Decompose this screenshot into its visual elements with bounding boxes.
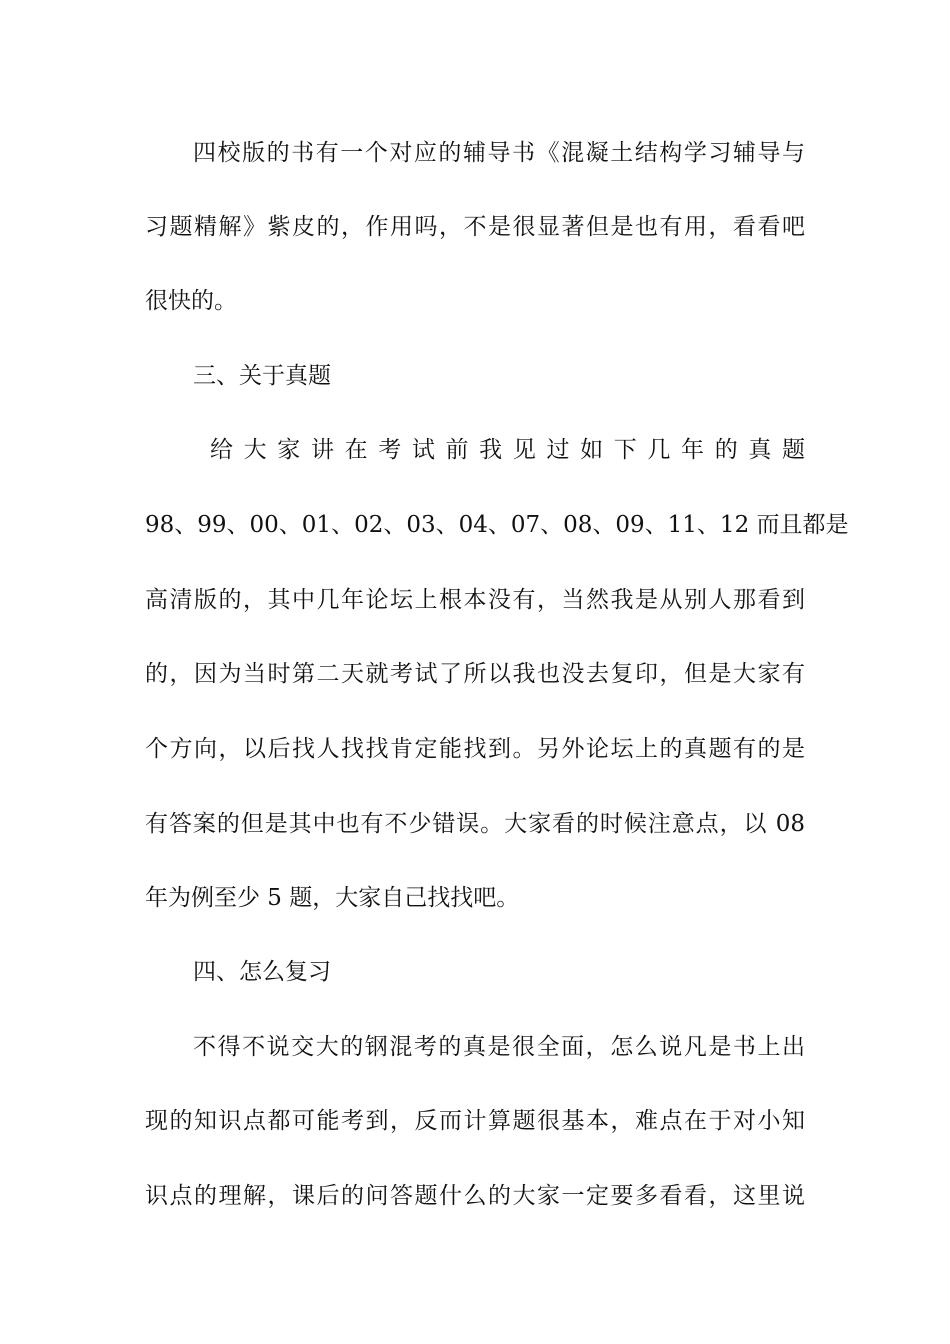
text-line-11: 年为例至少 5 题，大家自己找找吧。 bbox=[145, 885, 520, 911]
text-line-13: 不得不说交大的钢混考的真是很全面，怎么说凡是书上出 bbox=[193, 1034, 805, 1060]
text-line-9: 个方向，以后找人找找肯定能找到。另外论坛上的真题有的是 bbox=[145, 736, 805, 762]
section-heading-4: 四、怎么复习 bbox=[193, 959, 331, 985]
text-line-10: 有答案的但是其中也有不少错误。大家看的时候注意点，以 08 bbox=[145, 811, 805, 837]
text-line-3: 很快的。 bbox=[145, 288, 237, 314]
text-line-6: 98、99、00、01、02、03、04、07、08、09、11、12 而且都是 bbox=[145, 512, 849, 538]
text-line-14: 现的知识点都可能考到，反而计算题很基本，难点在于对小知 bbox=[145, 1108, 805, 1134]
text-line-15: 识点的理解，课后的问答题什么的大家一定要多看看，这里说 bbox=[145, 1183, 805, 1209]
text-line-2: 习题精解》紫皮的，作用吗，不是很显著但是也有用，看看吧 bbox=[145, 214, 805, 240]
text-line-5: 给大家讲在考试前我见过如下几年的真题 bbox=[210, 437, 805, 463]
text-line-8: 的，因为当时第二天就考试了所以我也没去复印，但是大家有 bbox=[145, 661, 805, 687]
text-line-7: 高清版的，其中几年论坛上根本没有，当然我是从别人那看到 bbox=[145, 587, 805, 613]
text-line-1: 四校版的书有一个对应的辅导书《混凝土结构学习辅导与 bbox=[193, 140, 805, 166]
section-heading-3: 三、关于真题 bbox=[193, 363, 331, 389]
